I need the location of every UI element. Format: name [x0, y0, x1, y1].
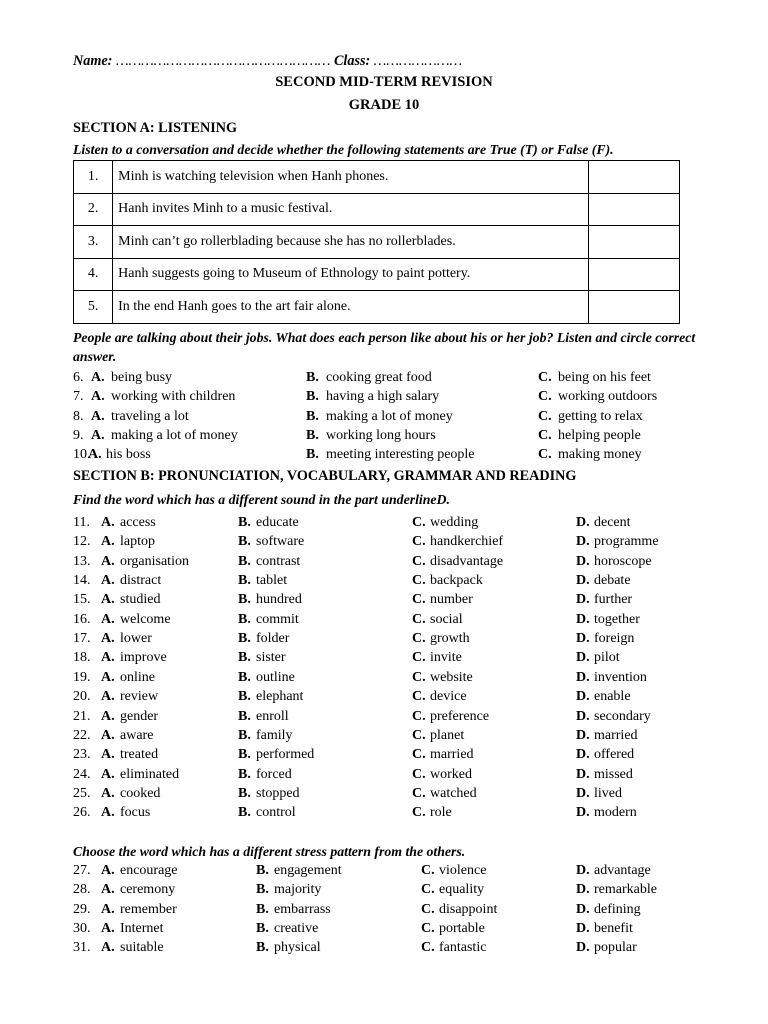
question-number: 27.: [73, 863, 91, 878]
option-letter-d: D.: [576, 631, 590, 647]
option-letter-d: D.: [576, 940, 590, 956]
option-letter-a: A.: [91, 389, 105, 405]
question-number: 21.: [73, 708, 91, 724]
option-letter-a: A.: [91, 370, 105, 385]
option-a[interactable]: gender: [120, 708, 159, 724]
option-d[interactable]: married: [594, 727, 638, 743]
statement-text: Minh is watching television when Hanh phones.: [113, 161, 589, 194]
option-letter-b: B.: [256, 882, 269, 898]
option-a[interactable]: making a lot of money: [111, 427, 238, 443]
option-c[interactable]: disappoint: [439, 901, 498, 917]
statement-text: Minh can’t go rollerblading because she has no rollerblades.: [113, 226, 589, 259]
option-a[interactable]: studied: [120, 592, 161, 608]
statement-row: [74, 193, 680, 226]
question-number: 15.: [73, 592, 91, 608]
option-c[interactable]: disadvantage: [430, 553, 504, 569]
option-letter-d: D.: [576, 592, 590, 608]
option-letter-a: A.: [101, 747, 115, 763]
option-c[interactable]: wedding: [430, 515, 479, 530]
name-class-line: [73, 52, 462, 70]
option-letter-d: D.: [576, 921, 590, 937]
option-letter-b: B.: [238, 708, 251, 724]
option-b[interactable]: meeting interesting people: [326, 447, 475, 463]
section-b-heading: SECTION B: PRONUNCIATION, VOCABULARY, GRAMMAR AND READING: [73, 468, 577, 484]
option-letter-c: C.: [538, 389, 552, 405]
option-c[interactable]: violence: [439, 863, 487, 878]
option-b[interactable]: making a lot of money: [326, 408, 453, 424]
option-b[interactable]: outline: [256, 669, 295, 685]
option-d[interactable]: modern: [594, 805, 637, 821]
option-a[interactable]: access: [120, 515, 156, 530]
option-b[interactable]: forced: [256, 766, 292, 782]
option-letter-b: B.: [238, 534, 251, 550]
option-c[interactable]: watched: [430, 785, 477, 801]
option-letter-a: A.: [101, 611, 115, 627]
option-c[interactable]: helping people: [558, 427, 641, 443]
option-letter-a: A.: [101, 921, 115, 937]
option-letter-a: A.: [101, 766, 115, 782]
question-number: 12.: [73, 534, 91, 550]
option-b[interactable]: working long hours: [326, 427, 436, 443]
option-letter-c: C.: [538, 447, 552, 463]
option-letter-b: B.: [238, 573, 251, 589]
question-number: 28.: [73, 882, 91, 898]
option-a[interactable]: remember: [120, 901, 177, 917]
option-letter-c: C.: [412, 573, 426, 589]
option-b[interactable]: majority: [274, 882, 322, 898]
answer-cell[interactable]: [588, 291, 679, 324]
option-d[interactable]: defining: [594, 901, 641, 917]
option-b[interactable]: creative: [274, 921, 319, 937]
option-letter-d: D.: [576, 766, 590, 782]
question-number: 17.: [73, 631, 91, 647]
option-d[interactable]: missed: [594, 766, 633, 782]
option-letter-c: C.: [412, 727, 426, 743]
option-c[interactable]: invite: [430, 650, 462, 666]
option-c[interactable]: being on his feet: [558, 370, 651, 385]
option-letter-c: C.: [412, 553, 426, 569]
option-letter-d: D.: [576, 689, 590, 705]
option-letter-d: D.: [576, 650, 590, 666]
question-number: 23.: [73, 747, 91, 763]
option-letter-d: D.: [576, 515, 590, 530]
option-d[interactable]: remarkable: [594, 882, 657, 898]
option-letter-b: B.: [238, 785, 251, 801]
question-number: 20.: [73, 689, 91, 705]
option-c[interactable]: handkerchief: [430, 534, 504, 550]
option-letter-c: C.: [421, 921, 435, 937]
option-d[interactable]: programme: [594, 534, 659, 550]
class-label: Class:: [333, 53, 371, 69]
option-letter-c: C.: [421, 882, 435, 898]
option-d[interactable]: invention: [594, 669, 647, 685]
question-number: 13.: [73, 553, 91, 569]
option-c[interactable]: role: [430, 805, 452, 821]
option-letter-d: D.: [576, 573, 590, 589]
option-letter-b: B.: [238, 631, 251, 647]
option-letter-a: A.: [101, 901, 115, 917]
option-b[interactable]: engagement: [274, 863, 342, 878]
option-a[interactable]: organisation: [120, 553, 189, 569]
option-letter-a: A.: [101, 592, 115, 608]
option-letter-b: B.: [306, 447, 319, 463]
option-a[interactable]: Internet: [120, 921, 164, 937]
statement-text: Hanh suggests going to Museum of Ethnology to paint pottery.: [113, 258, 589, 291]
option-letter-a: A.: [88, 447, 102, 463]
option-letter-b: B.: [256, 921, 269, 937]
option-letter-c: C.: [412, 805, 426, 821]
question-number: 25.: [73, 785, 91, 801]
name-label: Name:: [73, 53, 113, 69]
name-blank: ……………………………………………: [115, 53, 331, 69]
statement-text: In the end Hanh goes to the art fair alone.: [113, 291, 589, 324]
option-a[interactable]: ceremony: [120, 882, 176, 898]
section-a-heading: SECTION A: LISTENING: [73, 120, 237, 136]
option-b[interactable]: tablet: [256, 573, 288, 589]
question-number: 14.: [73, 573, 91, 589]
option-letter-b: B.: [306, 389, 319, 405]
listening-instruction-1: Listen to a conversation and decide whether the following statements are True (T) or False (F).: [73, 142, 614, 157]
option-d[interactable]: advantage: [594, 863, 651, 878]
option-a[interactable]: suitable: [120, 940, 164, 956]
option-d[interactable]: offered: [594, 747, 635, 763]
option-letter-b: B.: [256, 940, 269, 956]
statement-row: [74, 226, 680, 259]
option-letter-c: C.: [412, 515, 426, 530]
question-number: 30.: [73, 921, 91, 937]
option-letter-c: C.: [412, 689, 426, 705]
option-letter-a: A.: [101, 573, 115, 589]
option-letter-c: C.: [412, 631, 426, 647]
option-c[interactable]: growth: [430, 631, 470, 647]
option-b[interactable]: commit: [256, 611, 299, 627]
option-letter-b: B.: [238, 553, 251, 569]
option-letter-d: D.: [576, 553, 590, 569]
option-letter-b: B.: [238, 611, 251, 627]
option-a[interactable]: laptop: [120, 534, 155, 550]
option-a[interactable]: online: [120, 669, 155, 685]
option-b[interactable]: embarrass: [274, 901, 331, 917]
question-number: 10.: [73, 447, 91, 463]
option-c[interactable]: fantastic: [439, 940, 487, 956]
grade-title: GRADE 10: [348, 97, 420, 113]
option-letter-a: A.: [101, 515, 115, 530]
page-title: SECOND MID-TERM REVISION: [275, 74, 493, 90]
option-b[interactable]: control: [256, 805, 296, 821]
option-d[interactable]: pilot: [594, 650, 620, 666]
option-a[interactable]: review: [120, 689, 159, 705]
option-letter-d: D.: [576, 708, 590, 724]
option-letter-a: A.: [101, 805, 115, 821]
question-number: 19.: [73, 669, 91, 685]
option-letter-b: B.: [238, 669, 251, 685]
option-b[interactable]: software: [256, 534, 305, 550]
option-letter-a: A.: [101, 553, 115, 569]
option-d[interactable]: lived: [594, 785, 622, 801]
option-letter-c: C.: [412, 611, 426, 627]
statement-number: 1.: [74, 161, 113, 194]
option-b[interactable]: stopped: [256, 785, 300, 801]
statement-row: [74, 161, 680, 194]
option-letter-c: C.: [412, 650, 426, 666]
option-letter-b: B.: [238, 766, 251, 782]
option-letter-c: C.: [421, 940, 435, 956]
option-c[interactable]: social: [430, 611, 463, 627]
option-letter-c: C.: [412, 592, 426, 608]
option-letter-d: D.: [576, 669, 590, 685]
option-c[interactable]: backpack: [430, 573, 483, 589]
option-b[interactable]: family: [256, 727, 293, 743]
question-number: 22.: [73, 727, 91, 743]
option-b[interactable]: cooking great food: [326, 370, 432, 385]
option-letter-d: D.: [576, 747, 590, 763]
option-letter-b: B.: [256, 901, 269, 917]
option-letter-d: D.: [576, 901, 590, 917]
question-number: 29.: [73, 901, 91, 917]
option-letter-d: D.: [576, 611, 590, 627]
option-d[interactable]: benefit: [594, 921, 633, 937]
stress-instruction: Choose the word which has a different stress pattern from the others.: [73, 844, 466, 859]
option-c[interactable]: planet: [430, 727, 465, 743]
option-a[interactable]: being busy: [111, 370, 173, 385]
option-c[interactable]: website: [430, 669, 473, 685]
option-letter-b: B.: [238, 592, 251, 608]
option-a[interactable]: cooked: [120, 785, 161, 801]
statement-number: 2.: [74, 193, 113, 226]
option-letter-b: B.: [238, 650, 251, 666]
option-c[interactable]: making money: [558, 447, 642, 463]
option-letter-a: A.: [91, 408, 105, 424]
option-letter-a: A.: [101, 534, 115, 550]
option-letter-a: A.: [101, 689, 115, 705]
option-letter-c: C.: [538, 427, 552, 443]
option-letter-c: C.: [412, 669, 426, 685]
option-letter-a: A.: [101, 669, 115, 685]
option-letter-d: D.: [576, 785, 590, 801]
option-letter-d: D.: [576, 863, 590, 878]
option-a[interactable]: his boss: [106, 447, 151, 463]
option-letter-b: B.: [306, 408, 319, 424]
option-letter-d: D.: [576, 727, 590, 743]
option-a[interactable]: improve: [120, 650, 167, 666]
option-d[interactable]: foreign: [594, 631, 635, 647]
option-d[interactable]: secondary: [594, 708, 651, 724]
option-c[interactable]: married: [430, 747, 474, 763]
option-letter-b: B.: [256, 863, 269, 878]
option-letter-c: C.: [538, 370, 552, 385]
option-letter-b: B.: [238, 747, 251, 763]
option-letter-c: C.: [421, 863, 435, 878]
statement-row: [74, 258, 680, 291]
question-number: 16.: [73, 611, 91, 627]
question-number: 11.: [73, 515, 90, 530]
option-b[interactable]: having a high salary: [326, 389, 440, 405]
option-letter-c: C.: [412, 766, 426, 782]
question-number: 9.: [73, 427, 84, 443]
option-d[interactable]: further: [594, 592, 633, 608]
option-c[interactable]: portable: [439, 921, 485, 937]
option-letter-a: A.: [101, 631, 115, 647]
option-b[interactable]: hundred: [256, 592, 302, 608]
option-d[interactable]: together: [594, 611, 640, 627]
option-letter-c: C.: [412, 534, 426, 550]
option-letter-a: A.: [101, 650, 115, 666]
answer-cell[interactable]: [588, 161, 679, 194]
option-c[interactable]: worked: [430, 766, 472, 782]
option-letter-b: B.: [238, 689, 251, 705]
statement-text: Hanh invites Minh to a music festival.: [113, 193, 589, 226]
answer-cell[interactable]: [588, 193, 679, 226]
option-a[interactable]: working with children: [111, 389, 236, 405]
option-letter-a: A.: [101, 785, 115, 801]
option-a[interactable]: aware: [120, 727, 154, 743]
option-d[interactable]: horoscope: [594, 553, 652, 569]
option-letter-b: B.: [238, 805, 251, 821]
option-letter-c: C.: [421, 901, 435, 917]
option-d[interactable]: enable: [594, 689, 631, 705]
option-letter-c: C.: [412, 747, 426, 763]
statement-number: 3.: [74, 226, 113, 259]
option-c[interactable]: device: [430, 689, 467, 705]
question-number: 26.: [73, 805, 91, 821]
option-c[interactable]: preference: [430, 708, 490, 724]
option-letter-d: D.: [576, 882, 590, 898]
statement-row: [74, 291, 680, 324]
option-letter-a: A.: [91, 427, 105, 443]
option-letter-a: A.: [101, 940, 115, 956]
option-letter-a: A.: [101, 727, 115, 743]
statement-number: 5.: [74, 291, 113, 324]
option-a[interactable]: encourage: [120, 863, 178, 878]
option-c[interactable]: equality: [439, 882, 485, 898]
option-a[interactable]: treated: [120, 747, 159, 763]
sound-instruction: Find the word which has a different sound in the part underlineD.: [73, 492, 450, 507]
option-b[interactable]: educate: [256, 515, 299, 530]
option-letter-a: A.: [101, 882, 115, 898]
answer-cell[interactable]: [588, 258, 679, 291]
option-a[interactable]: eliminated: [120, 766, 180, 782]
option-b[interactable]: sister: [256, 650, 286, 666]
option-letter-b: B.: [306, 427, 319, 443]
true-false-table: [73, 160, 680, 324]
option-letter-d: D.: [576, 805, 590, 821]
question-number: 6.: [73, 370, 84, 385]
statement-number: 4.: [74, 258, 113, 291]
option-d[interactable]: decent: [594, 515, 631, 530]
option-letter-c: C.: [412, 785, 426, 801]
option-b[interactable]: enroll: [256, 708, 289, 724]
question-number: 8.: [73, 408, 84, 424]
option-letter-b: B.: [238, 515, 251, 530]
option-d[interactable]: debate: [594, 573, 631, 589]
option-b[interactable]: elephant: [256, 689, 304, 705]
option-letter-a: A.: [101, 708, 115, 724]
option-d[interactable]: popular: [594, 940, 637, 956]
option-b[interactable]: performed: [256, 747, 315, 763]
option-c[interactable]: working outdoors: [558, 389, 658, 405]
option-letter-a: A.: [101, 863, 115, 878]
question-number: 24.: [73, 766, 91, 782]
listening-instruction-2: People are talking about their jobs. What does each person like about his or her job? Listen and circle correct answer.: [73, 330, 696, 364]
option-a[interactable]: lower: [120, 631, 152, 647]
option-letter-b: B.: [238, 727, 251, 743]
option-b[interactable]: folder: [256, 631, 290, 647]
question-number: 7.: [73, 389, 84, 405]
option-letter-b: B.: [306, 370, 319, 385]
question-number: 18.: [73, 650, 91, 666]
option-a[interactable]: welcome: [120, 611, 171, 627]
option-c[interactable]: getting to relax: [558, 408, 643, 424]
class-blank: …………………: [373, 53, 463, 69]
option-b[interactable]: contrast: [256, 553, 301, 569]
option-letter-c: C.: [538, 408, 552, 424]
question-number: 31.: [73, 940, 91, 956]
option-letter-d: D.: [576, 534, 590, 550]
option-letter-c: C.: [412, 708, 426, 724]
option-a[interactable]: traveling a lot: [111, 408, 189, 424]
option-a[interactable]: distract: [120, 573, 162, 589]
option-c[interactable]: number: [430, 592, 473, 608]
answer-cell[interactable]: [588, 226, 679, 259]
option-a[interactable]: focus: [120, 805, 151, 821]
option-b[interactable]: physical: [274, 940, 321, 956]
